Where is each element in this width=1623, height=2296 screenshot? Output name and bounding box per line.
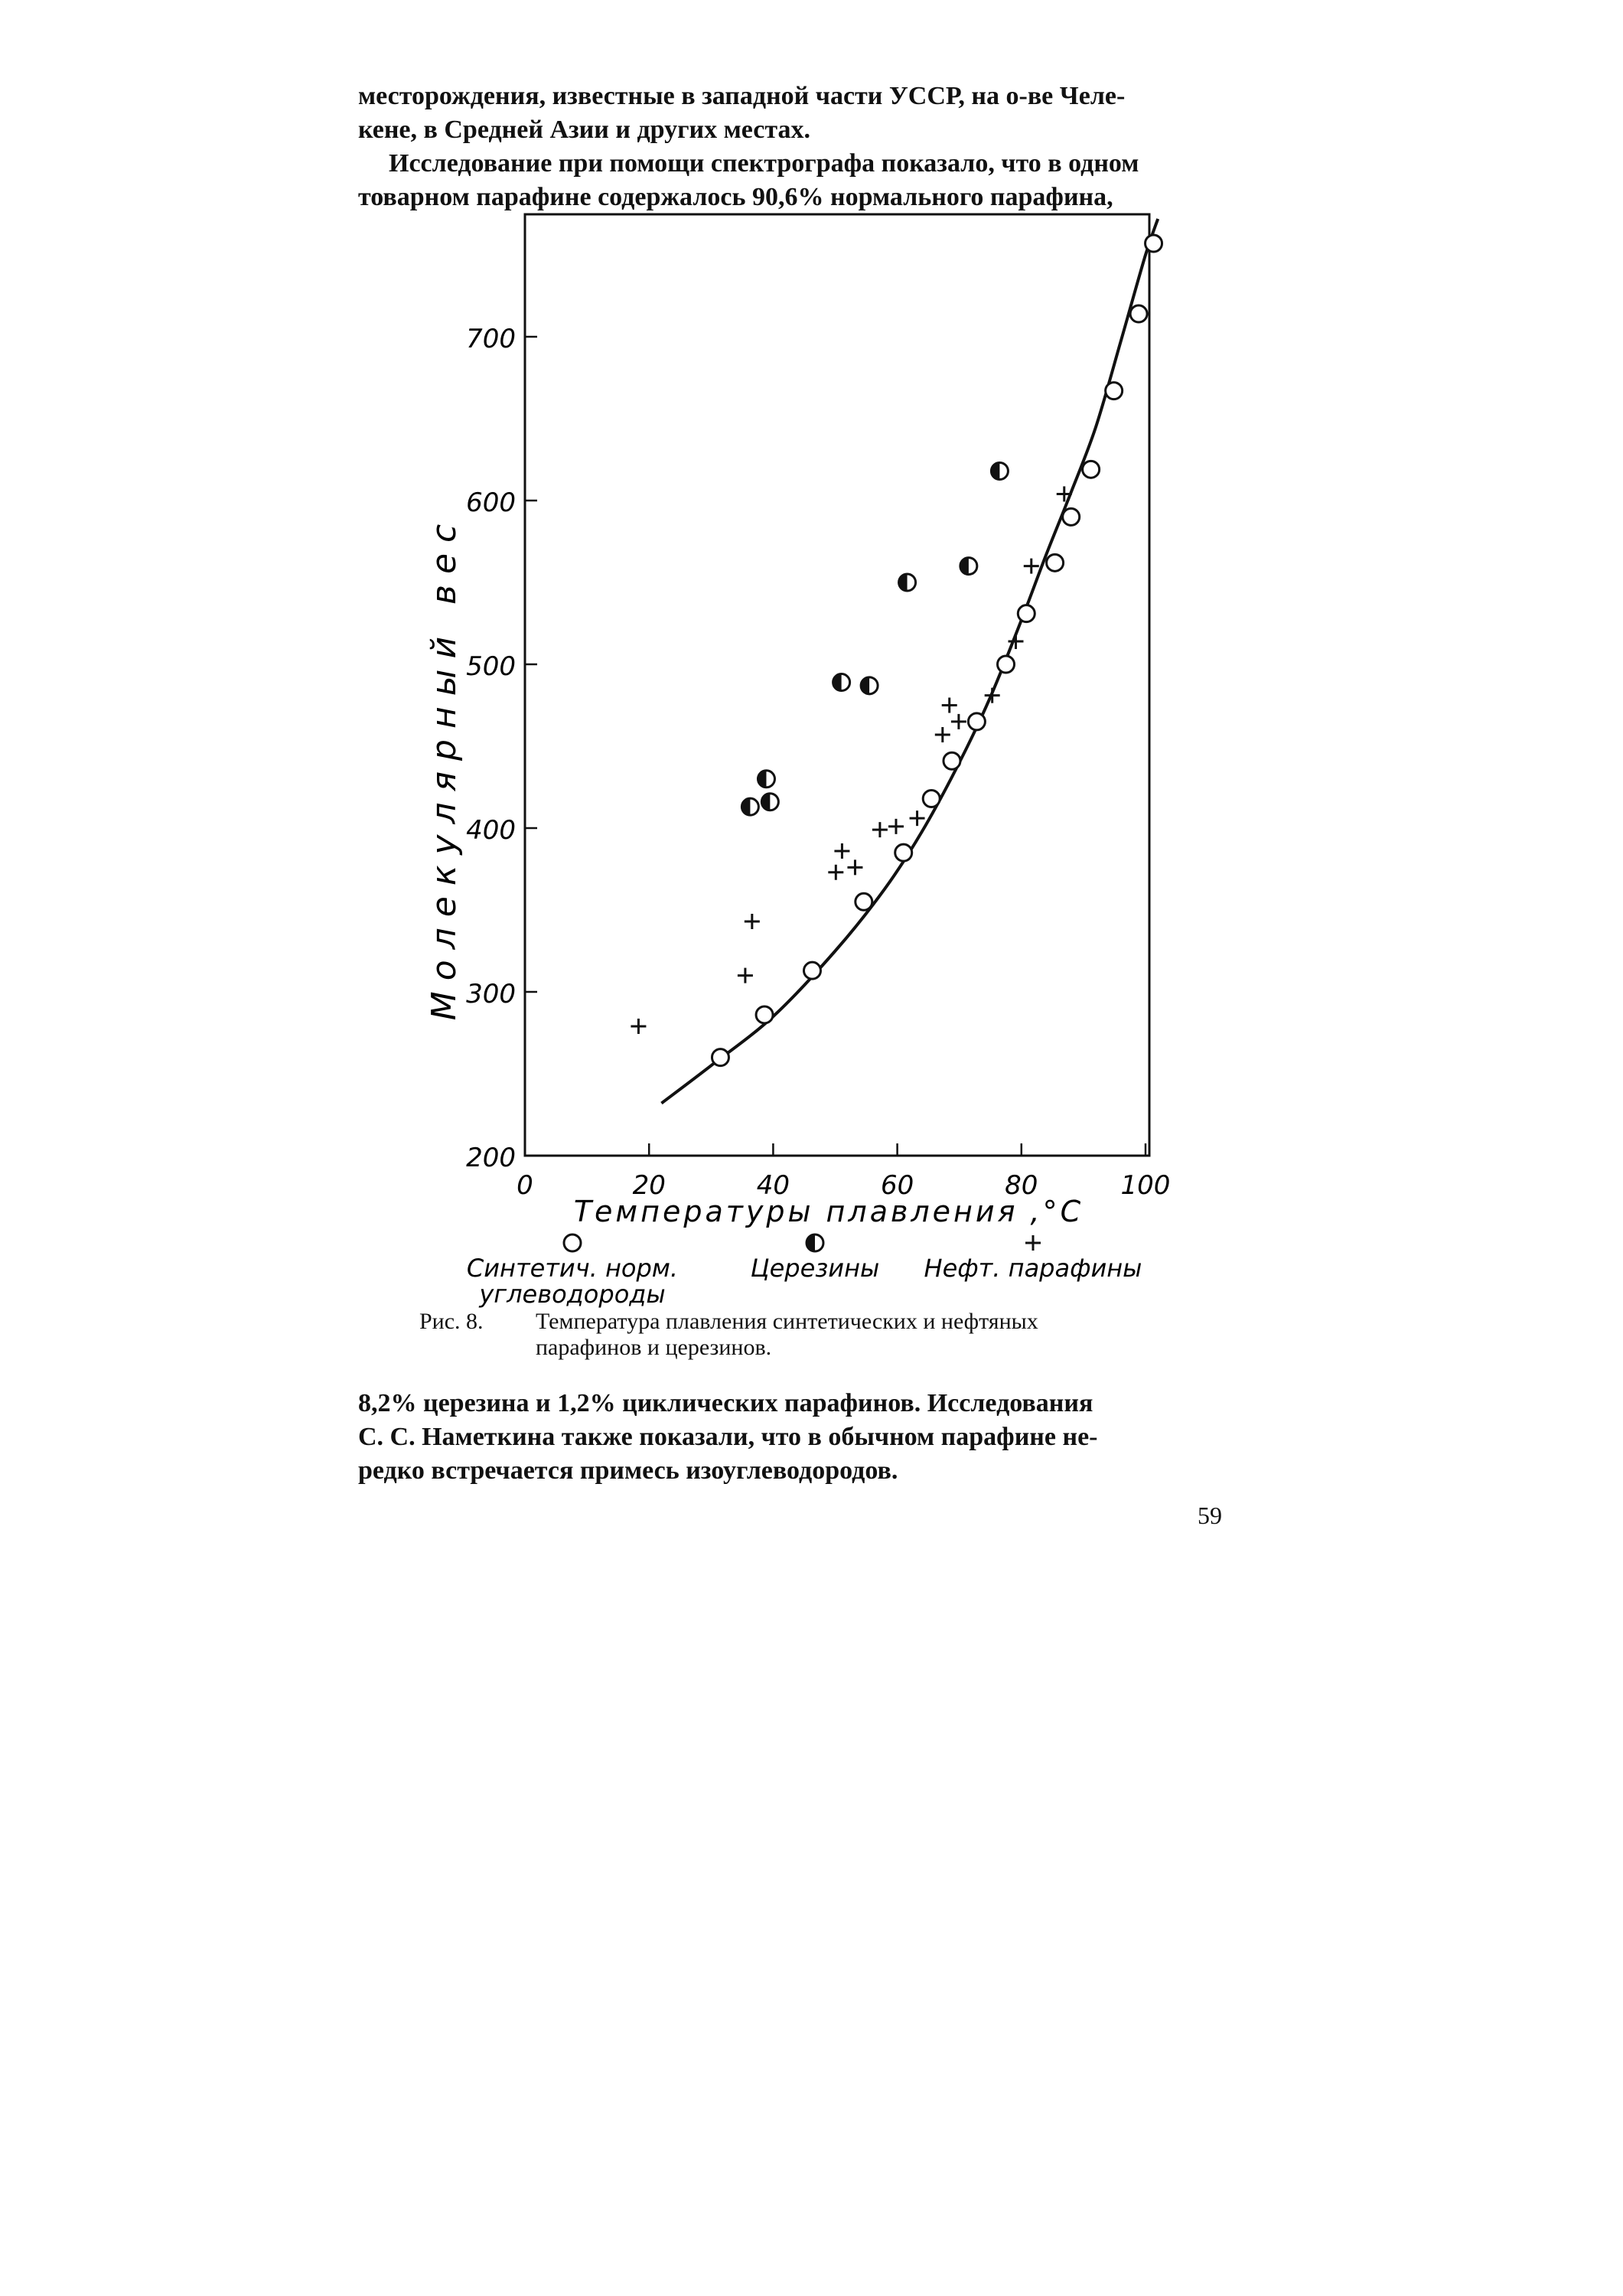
paragraph-line: месторождения, известные в западной части УССР, на о-ве Челе- [358,82,1126,110]
page-number: 59 [1198,1502,1222,1529]
y-tick-label: 600 [466,488,516,518]
legend-label: углеводороды [479,1280,666,1309]
figure-caption [419,1309,1169,1361]
data-point-half-filled-circle [833,674,850,691]
legend-marker-half-filled-circle [807,1234,823,1251]
caption-line: парафинов и церезинов. [536,1335,772,1360]
data-point-plus [828,865,843,880]
x-tick-label: 20 [632,1170,666,1201]
legend-label: Нефт. парафины [924,1254,1142,1283]
y-axis-label: Молекулярный вес [425,513,464,1021]
data-point-plus [935,727,950,742]
data-point-plus [745,914,760,929]
y-tick-label: 300 [466,979,516,1009]
caption-label: Рис. 8. [419,1309,484,1334]
data-point-open-circle [1047,554,1064,571]
data-point-open-circle [1083,461,1100,478]
x-tick-label: 0 [517,1170,533,1201]
data-point-open-circle [895,844,912,861]
data-point-half-filled-circle [758,771,774,788]
data-point-open-circle [1063,508,1080,525]
legend-label: Синтетич. норм. [466,1254,679,1283]
data-point-half-filled-circle [991,462,1008,479]
data-point-plus [888,819,904,834]
legend-marker-open-circle [564,1234,581,1251]
caption-line: Температура плавления синтетических и нефтяных [536,1309,1038,1334]
data-point-plus [1024,559,1039,574]
data-point-plus [910,810,925,826]
text-bottom [358,1387,1240,1488]
data-point-open-circle [712,1049,728,1066]
paragraph-line: товарном парафине содержалось 90,6% нормального парафина, [358,183,1113,211]
paragraph-line: кене, в Средней Азии и других местах. [358,116,810,144]
x-tick-label: 40 [756,1170,790,1201]
x-axis-label: Температуры плавления ,°C [573,1195,1084,1228]
data-point-open-circle [923,790,940,807]
data-point-plus [847,859,862,875]
data-point-open-circle [756,1006,773,1023]
legend-label: Церезины [750,1254,880,1283]
y-tick-label: 500 [466,651,516,682]
data-point-open-circle [1106,383,1123,400]
data-point-half-filled-circle [960,558,977,575]
data-point-open-circle [998,656,1015,673]
data-point-half-filled-circle [761,794,778,810]
data-point-plus [951,714,966,729]
data-point-plus [942,698,957,713]
y-tick-label: 400 [466,815,516,846]
paragraph-line: С. С. Наметкина также показали, что в обычном парафине не- [358,1423,1098,1451]
x-tick-label: 60 [880,1170,914,1201]
data-point-open-circle [1130,305,1147,322]
x-tick-label: 100 [1120,1170,1171,1201]
legend-marker-plus [1025,1235,1041,1251]
data-point-open-circle [1018,605,1035,622]
data-point-half-filled-circle [741,798,758,815]
fit-curve [661,219,1158,1104]
paragraph-line: редко встречается примесь изоуглеводородов. [358,1456,898,1485]
paragraph-line: 8,2% церезина и 1,2% циклических парафинов. Исследования [358,1389,1093,1417]
y-tick-label: 200 [466,1143,516,1173]
data-point-half-filled-circle [861,677,878,694]
data-point-open-circle [1146,235,1162,252]
data-point-open-circle [803,962,820,979]
data-point-plus [631,1019,646,1034]
data-point-open-circle [968,713,985,730]
x-tick-label: 80 [1005,1170,1038,1201]
data-point-plus [834,843,849,859]
data-point-plus [985,688,1000,703]
data-point-plus [738,968,753,983]
data-point-half-filled-circle [899,574,916,591]
data-point-plus [872,822,888,837]
paragraph-line: Исследование при помощи спектрографа показало, что в одном [389,149,1139,178]
data-point-open-circle [943,752,960,769]
y-tick-label: 700 [466,324,516,354]
data-point-open-circle [855,893,872,910]
